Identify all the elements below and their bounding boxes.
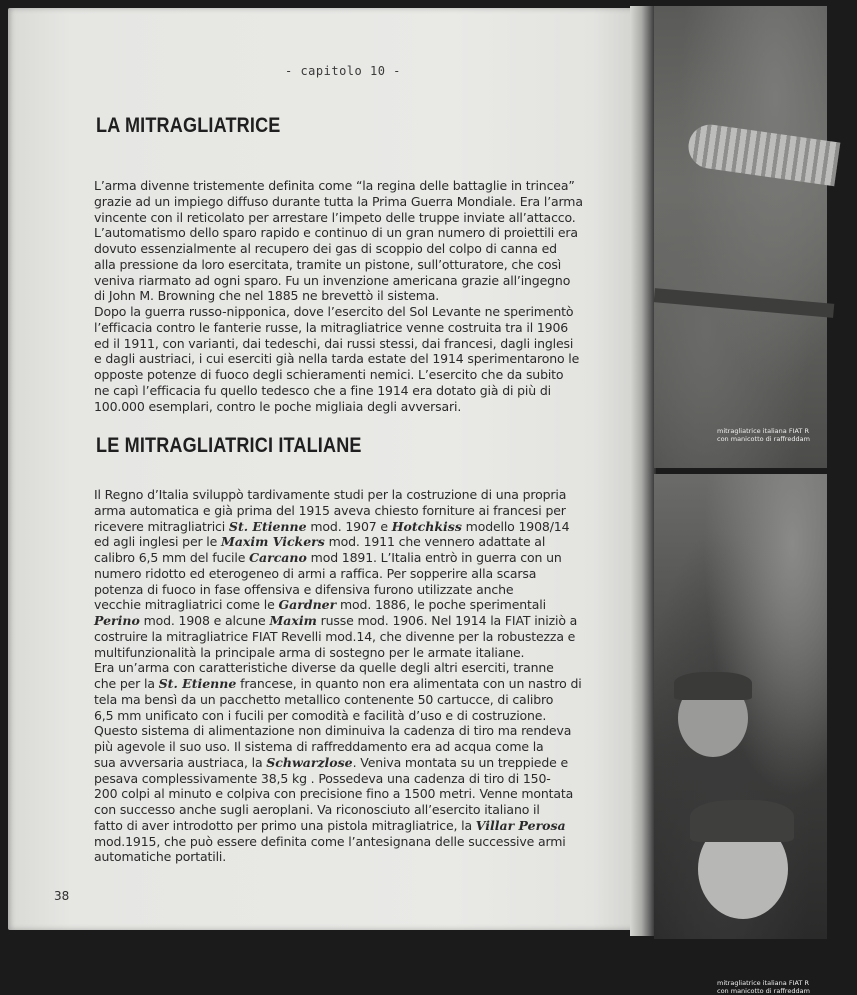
text-segment: modello 1908/14 xyxy=(461,518,570,534)
text-segment: sua avversaria austriaca, la xyxy=(94,754,267,770)
text-line xyxy=(94,676,606,692)
text-segment: pesava complessivamente 38,5 kg . Possedeva una cadenza di tiro di 150- xyxy=(94,770,551,786)
text-line xyxy=(94,613,606,629)
text-segment: russe mod. 1906. Nel 1914 la FIAT iniziò a xyxy=(316,613,578,628)
text-segment: che per la xyxy=(94,676,159,691)
text-segment: vecchie mitragliatrici come le xyxy=(94,597,279,613)
text-line xyxy=(94,723,606,739)
section-title-mitragliatrice: LA MITRAGLIATRICE xyxy=(96,114,281,137)
text-segment: mod.1915, che può essere definita come l’antesignana delle successive armi xyxy=(94,833,566,849)
soldier-cap-image xyxy=(674,672,752,700)
emphasized-term: Gardner xyxy=(278,597,337,613)
text-segment: L’arma divenne tristemente definita come “la regina delle battaglie in trincea” xyxy=(94,178,575,193)
text-line xyxy=(94,566,606,582)
text-segment: ed agli inglesi per le xyxy=(94,534,221,550)
text-segment: opposte potenze di fuoco degli schieramenti nemici. L’esercito che da subito xyxy=(94,367,564,382)
text-line xyxy=(94,288,606,304)
text-segment: grazie ad un impiego diffuso durante tutta la Prima Guerra Mondiale. Era l’arma xyxy=(94,193,583,209)
text-line xyxy=(94,399,606,415)
text-segment: alla pressione da loro esercitata, tramite un pistone, sull’otturatore, che così xyxy=(94,256,562,272)
text-line xyxy=(94,834,606,850)
text-segment: mod. 1886, le poche sperimentali xyxy=(336,597,546,613)
emphasized-term: Carcano xyxy=(249,550,307,565)
caption-line: mitragliatrice italiana FIAT R xyxy=(717,979,809,987)
text-line xyxy=(94,692,606,708)
text-segment: mod. 1911 che vennero adattate al xyxy=(324,534,546,550)
text-line xyxy=(94,336,606,352)
emphasized-term: Maxim Vickers xyxy=(221,534,325,550)
section-body-mitragliatrici-italiane xyxy=(94,487,606,865)
text-line xyxy=(94,320,606,336)
text-line xyxy=(94,487,606,503)
emphasized-term: Schwarzlose xyxy=(266,754,353,770)
text-segment: ricevere mitragliatrici xyxy=(94,518,229,534)
text-segment: arma automatica e già prima del 1915 aveva chiesto forniture ai francesi per xyxy=(94,502,566,518)
text-line xyxy=(94,771,606,787)
text-line xyxy=(94,660,606,676)
text-line xyxy=(94,739,606,755)
text-segment: costruire la mitragliatrice FIAT Revelli mod.14, che divenne per la robustezza e xyxy=(94,628,576,644)
photo-soldiers xyxy=(654,474,827,995)
caption-line: con manicotto di raffreddam xyxy=(717,987,810,995)
text-segment: automatiche portatili. xyxy=(94,849,227,865)
emphasized-term: Perino xyxy=(94,613,140,628)
text-segment: numero ridotto ed eterogeneo di armi a raffica. Per sopperire alla scarsa xyxy=(94,565,537,581)
book-gutter xyxy=(630,6,656,936)
text-segment: 200 colpi al minuto e colpiva con precisione fino a 1500 metri. Venne montata xyxy=(94,786,574,802)
text-segment: L’automatismo dello sparo rapido e continuo di un gran numero di proiettili era xyxy=(94,225,578,241)
text-segment: 6,5 mm unificato con i fucili per comodità e facilità d’uso e di costruzione. xyxy=(94,707,547,723)
emphasized-term: Maxim xyxy=(269,613,317,628)
text-line xyxy=(94,597,606,613)
text-segment: fatto di aver introdotto per primo una pistola mitragliatrice, la xyxy=(94,817,476,833)
text-segment: 100.000 esemplari, contro le poche migliaia degli avversari. xyxy=(94,398,462,414)
chapter-label: - capitolo 10 - xyxy=(285,64,401,78)
text-segment: mod. 1908 e alcune xyxy=(139,613,270,628)
text-line xyxy=(94,519,606,535)
text-line xyxy=(94,367,606,383)
text-line xyxy=(94,503,606,519)
text-segment: più agevole il suo uso. Il sistema di raffreddamento era ad acqua come la xyxy=(94,739,544,754)
text-line xyxy=(94,755,606,771)
text-line xyxy=(94,534,606,550)
text-segment: tela ma bensì da un pacchetto metallico contenente 50 cartucce, di calibro xyxy=(94,691,554,707)
text-line xyxy=(94,550,606,566)
photo-caption-bottom xyxy=(717,979,857,995)
text-line xyxy=(94,194,606,210)
text-segment: Dopo la guerra russo-nipponica, dove l’esercito del Sol Levante ne sperimentò xyxy=(94,304,574,319)
photo-machine-gun xyxy=(654,6,827,468)
text-segment: Il Regno d’Italia sviluppò tardivamente studi per la costruzione di una propria xyxy=(94,487,567,502)
text-segment: di John M. Browning che nel 1885 ne brevettò il sistema. xyxy=(94,288,440,304)
text-segment: con successo anche sugli aeroplani. Va riconosciuto all’esercito italiano il xyxy=(94,802,540,817)
caption-line: mitragliatrice italiana FIAT R xyxy=(717,427,809,435)
text-line xyxy=(94,383,606,399)
text-line xyxy=(94,802,606,818)
text-line xyxy=(94,304,606,320)
photo-caption-top xyxy=(717,427,857,443)
machine-gun-barrel-image xyxy=(686,122,841,186)
soldier-cap-image xyxy=(690,800,794,842)
text-line xyxy=(94,786,606,802)
text-line xyxy=(94,241,606,257)
text-segment: mod 1891. L’Italia entrò in guerra con un xyxy=(306,550,562,565)
text-segment: . Veniva montata su un treppiede e xyxy=(352,754,569,770)
text-segment: ed il 1911, con varianti, dai tedeschi, dai russi stessi, dai francesi, dagli inglesi xyxy=(94,335,574,351)
text-segment: veniva riarmato ad ogni sparo. Fu un invenzione americana grazie all’ingegno xyxy=(94,272,571,288)
text-segment: Questo sistema di alimentazione non diminuiva la cadenza di tiro ma rendeva xyxy=(94,723,572,739)
text-line xyxy=(94,257,606,273)
text-segment: Era un’arma con caratteristiche diverse da quelle degli altri eserciti, tranne xyxy=(94,660,554,676)
text-line xyxy=(94,708,606,724)
text-line xyxy=(94,351,606,367)
text-line xyxy=(94,178,606,194)
text-segment: mod. 1907 e xyxy=(306,518,392,534)
machine-gun-rod-image xyxy=(654,288,835,318)
emphasized-term: Villar Perosa xyxy=(475,817,566,833)
section-title-mitragliatrici-italiane: LE MITRAGLIATRICI ITALIANE xyxy=(96,434,362,457)
text-line xyxy=(94,645,606,661)
text-segment: multifunzionalità la principale arma di sostegno per le armate italiane. xyxy=(94,644,525,660)
text-line xyxy=(94,818,606,834)
page-number: 38 xyxy=(54,889,70,903)
text-line xyxy=(94,629,606,645)
emphasized-term: St. Etienne xyxy=(158,676,237,691)
text-segment: e dagli austriaci, i cui eserciti già nella tarda estate del 1914 sperimentarono le xyxy=(94,351,580,367)
text-segment: dovuto essenzialmente al recupero dei gas di scoppio del colpo di canna ed xyxy=(94,241,557,256)
text-line xyxy=(94,849,606,865)
caption-line: con manicotto di raffreddam xyxy=(717,435,810,443)
emphasized-term: Hotchkiss xyxy=(391,518,462,534)
emphasized-term: St. Etienne xyxy=(228,518,307,534)
text-segment: francese, in quanto non era alimentata con un nastro di xyxy=(236,676,582,691)
text-line xyxy=(94,582,606,598)
text-segment: potenza di fuoco in fase offensiva e difensiva furono utilizzate anche xyxy=(94,581,514,597)
text-line xyxy=(94,210,606,226)
text-segment: vincente con il reticolato per arrestare l’impeto delle truppe inviate all’attacco. xyxy=(94,209,576,225)
text-segment: ne capì l’efficacia fu quello tedesco che a fine 1914 era dotato già di più di xyxy=(94,382,551,398)
text-line xyxy=(94,273,606,289)
text-line xyxy=(94,225,606,241)
section-body-mitragliatrice xyxy=(94,178,606,414)
text-segment: l’efficacia contro le fanterie russe, la mitragliatrice venne costruita tra il 1906 xyxy=(94,319,569,335)
text-segment: calibro 6,5 mm del fucile xyxy=(94,550,250,565)
